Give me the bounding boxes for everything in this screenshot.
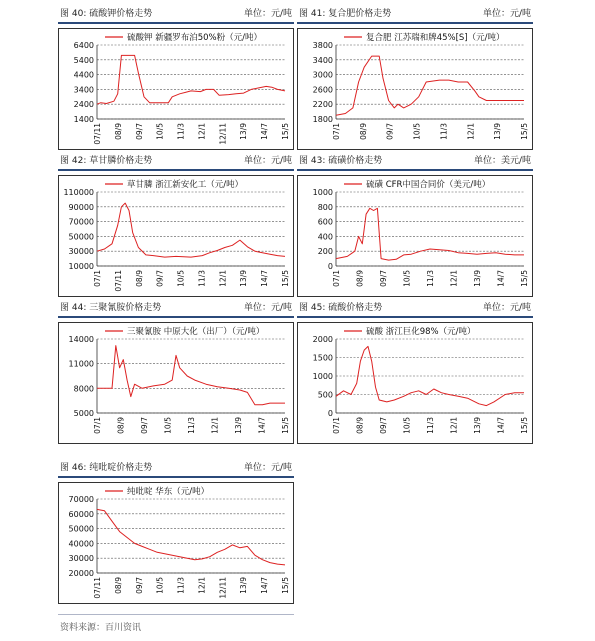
y-tick-label: 5400 [73,55,94,65]
chart-frame [58,482,294,604]
line-chart [59,29,293,149]
legend-label: 硫酸钾 新疆罗布泊50%粉（元/吨） [127,33,262,43]
chart-frame [297,322,533,444]
x-tick-label: 07/1 [93,270,102,287]
x-tick-label: 13/9 [234,417,243,434]
chart-caption: 图 42: 草甘膦价格走势 [60,156,153,166]
chart-unit: 单位：元/吨 [243,303,292,313]
x-tick-label: 10/5 [155,577,165,594]
legend-label: 三聚氰胺 中原大化（出厂）（元/吨） [127,327,265,337]
chart-unit: 单位：美元/吨 [473,156,531,166]
chart-caption: 图 45: 硫酸价格走势 [299,303,383,313]
y-tick-label: 1000 [312,372,333,381]
header-rule [58,316,294,318]
x-tick-label: 10/5 [412,123,422,140]
x-tick-label: 14/7 [260,123,270,140]
header-rule [297,22,533,24]
x-tick-label: 11/3 [426,270,435,287]
series-line [97,509,285,565]
line-chart [59,483,293,603]
x-tick-label: 13/9 [239,270,249,287]
header-rule [58,169,294,171]
footer-rule [58,614,294,615]
y-tick-label: 200 [317,247,333,257]
x-tick-label: 13/9 [493,123,503,140]
y-tick-label: 50000 [68,232,94,242]
legend [105,486,209,497]
line-chart [59,176,293,296]
legend-label: 草甘膦 浙江新安化工（元/吨） [127,180,244,190]
legend [344,326,475,337]
chart-header [58,8,294,21]
x-tick-label: 14/7 [260,270,270,287]
chart-unit: 单位：元/吨 [482,303,531,313]
y-tick-label: 14000 [68,335,94,344]
chart-panel-45 [297,300,533,445]
chart-header [58,155,294,168]
x-tick-label: 07/11 [93,123,102,145]
y-tick-label: 400 [317,232,333,242]
y-tick-label: 10000 [68,262,94,271]
x-tick-label: 15/5 [281,270,290,287]
y-tick-label: 2200 [312,100,333,110]
chart-frame [58,28,294,150]
chart-frame [297,175,533,297]
chart-frame [58,175,294,297]
x-tick-label: 07/1 [93,417,102,434]
x-tick-label: 08/9 [355,417,365,434]
y-tick-label: 2400 [73,100,94,110]
y-tick-label: 600 [317,217,333,227]
source-note: 资料来源：百川资讯 [60,623,142,633]
chart-caption: 图 44: 三聚氰胺价格走势 [60,303,162,313]
y-tick-label: 6400 [73,41,94,50]
x-tick-label: 09/7 [385,123,395,140]
legend-label: 复合肥 江苏瑞和牌45%[S]（元/吨） [366,33,505,43]
y-tick-label: 500 [317,390,333,400]
legend [105,326,264,337]
y-tick-label: 70000 [68,217,94,227]
y-tick-label: 70000 [68,495,94,504]
x-tick-label: 07/11 [113,270,123,292]
header-rule [297,316,533,318]
y-tick-label: 1400 [73,115,94,124]
header-rule [297,169,533,171]
chart-panel-43 [297,153,533,298]
y-tick-label: 2000 [312,335,333,344]
y-tick-label: 0 [327,262,333,271]
chart-unit: 单位：元/吨 [243,9,292,19]
chart-panel-42 [58,153,294,298]
x-tick-label: 08/9 [113,577,123,594]
x-tick-label: 10/5 [155,123,165,140]
chart-header [297,8,533,21]
y-tick-label: 3000 [312,70,333,80]
y-tick-label: 0 [327,409,333,418]
x-tick-label: 14/7 [496,417,506,434]
y-tick-label: 20000 [68,569,94,578]
series-line [336,56,524,115]
x-tick-label: 11/3 [176,577,186,594]
chart-header [297,155,533,168]
x-tick-label: 09/7 [140,417,149,434]
x-tick-label: 09/7 [379,417,388,434]
header-rule [58,476,294,478]
x-tick-label: 09/7 [134,577,144,594]
y-tick-label: 90000 [68,202,94,212]
x-tick-label: 12/11 [218,577,228,599]
chart-panel-46 [58,460,294,605]
legend [105,32,262,43]
y-tick-label: 2600 [312,85,333,95]
series-line [336,208,524,260]
x-tick-label: 07/1 [332,123,341,140]
legend-label: 硫磺 CFR中国合同价（美元/吨） [366,180,491,190]
x-tick-label: 11/3 [426,417,435,434]
chart-header [58,302,294,315]
line-chart [298,323,532,443]
y-tick-label: 50000 [68,524,94,534]
x-tick-label: 08/9 [113,123,123,140]
y-tick-label: 40000 [68,539,94,549]
x-tick-label: 09/7 [134,123,144,140]
line-chart [298,29,532,149]
x-tick-label: 12/1 [218,270,228,287]
x-tick-label: 13/9 [473,270,482,287]
x-tick-label: 14/7 [496,270,506,287]
chart-panel-40 [58,6,294,151]
header-rule [58,22,294,24]
chart-unit: 单位：元/吨 [243,463,292,473]
x-tick-label: 15/5 [520,270,529,287]
x-tick-label: 07/11 [93,577,102,599]
legend [344,179,490,190]
y-tick-label: 110000 [63,188,94,197]
x-tick-label: 08/9 [358,123,368,140]
chart-caption: 图 40: 硫酸钾价格走势 [60,9,153,19]
y-tick-label: 30000 [68,247,94,257]
y-tick-label: 800 [317,202,333,212]
x-tick-label: 12/1 [197,577,207,594]
x-tick-label: 08/9 [134,270,144,287]
y-tick-label: 1000 [312,188,333,197]
series-line [97,346,285,405]
x-tick-label: 12/1 [466,123,476,140]
x-tick-label: 14/7 [257,417,267,434]
x-tick-label: 12/1 [210,417,220,434]
x-tick-label: 13/9 [473,417,482,434]
x-tick-label: 15/5 [281,123,290,140]
x-tick-label: 09/7 [379,270,388,287]
x-tick-label: 09/7 [155,270,165,287]
x-tick-label: 15/5 [520,417,529,434]
chart-panel-44 [58,300,294,445]
x-tick-label: 12/1 [197,123,207,140]
legend-label: 硫酸 浙江巨化98%（元/吨） [366,327,476,337]
chart-header [297,302,533,315]
line-chart [59,323,293,443]
legend [105,179,243,190]
x-tick-label: 10/5 [402,417,412,434]
series-line [97,55,285,104]
x-tick-label: 11/3 [176,123,186,140]
x-tick-label: 10/5 [163,417,173,434]
y-tick-label: 30000 [68,554,94,564]
x-tick-label: 14/7 [260,577,270,594]
y-tick-label: 3400 [73,85,94,95]
x-tick-label: 11/3 [439,123,449,140]
x-tick-label: 15/5 [520,123,529,140]
chart-caption: 图 41: 复合肥价格走势 [299,9,392,19]
x-tick-label: 07/1 [332,270,341,287]
x-tick-label: 12/1 [449,417,459,434]
y-tick-label: 1500 [312,353,333,363]
chart-panel-41 [297,6,533,151]
series-line [97,203,285,257]
chart-unit: 单位：元/吨 [243,156,292,166]
chart-caption: 图 46: 纯吡啶价格走势 [60,463,153,473]
x-tick-label: 11/3 [197,270,207,287]
y-tick-label: 5000 [73,409,94,418]
x-tick-label: 07/1 [332,417,341,434]
chart-frame [297,28,533,150]
x-tick-label: 12/11 [218,123,228,145]
y-tick-label: 60000 [68,509,94,519]
x-tick-label: 15/5 [281,577,290,594]
x-tick-label: 08/9 [355,270,365,287]
y-tick-label: 3800 [312,41,333,50]
chart-frame [58,322,294,444]
y-tick-label: 8000 [73,384,94,394]
chart-header [58,462,294,475]
y-tick-label: 1800 [312,115,333,124]
x-tick-label: 15/5 [281,417,290,434]
y-tick-label: 4400 [73,70,94,80]
x-tick-label: 10/5 [402,270,412,287]
y-tick-label: 11000 [68,359,94,369]
y-tick-label: 3400 [312,55,333,65]
x-tick-label: 12/1 [449,270,459,287]
x-tick-label: 13/9 [239,577,249,594]
line-chart [298,176,532,296]
x-tick-label: 08/9 [116,417,126,434]
legend-label: 纯吡啶 华东（元/吨） [127,487,210,497]
x-tick-label: 11/3 [187,417,196,434]
x-tick-label: 13/9 [239,123,249,140]
chart-unit: 单位：元/吨 [482,9,531,19]
x-tick-label: 10/5 [176,270,186,287]
chart-caption: 图 43: 硫磺价格走势 [299,156,383,166]
legend [344,32,505,43]
